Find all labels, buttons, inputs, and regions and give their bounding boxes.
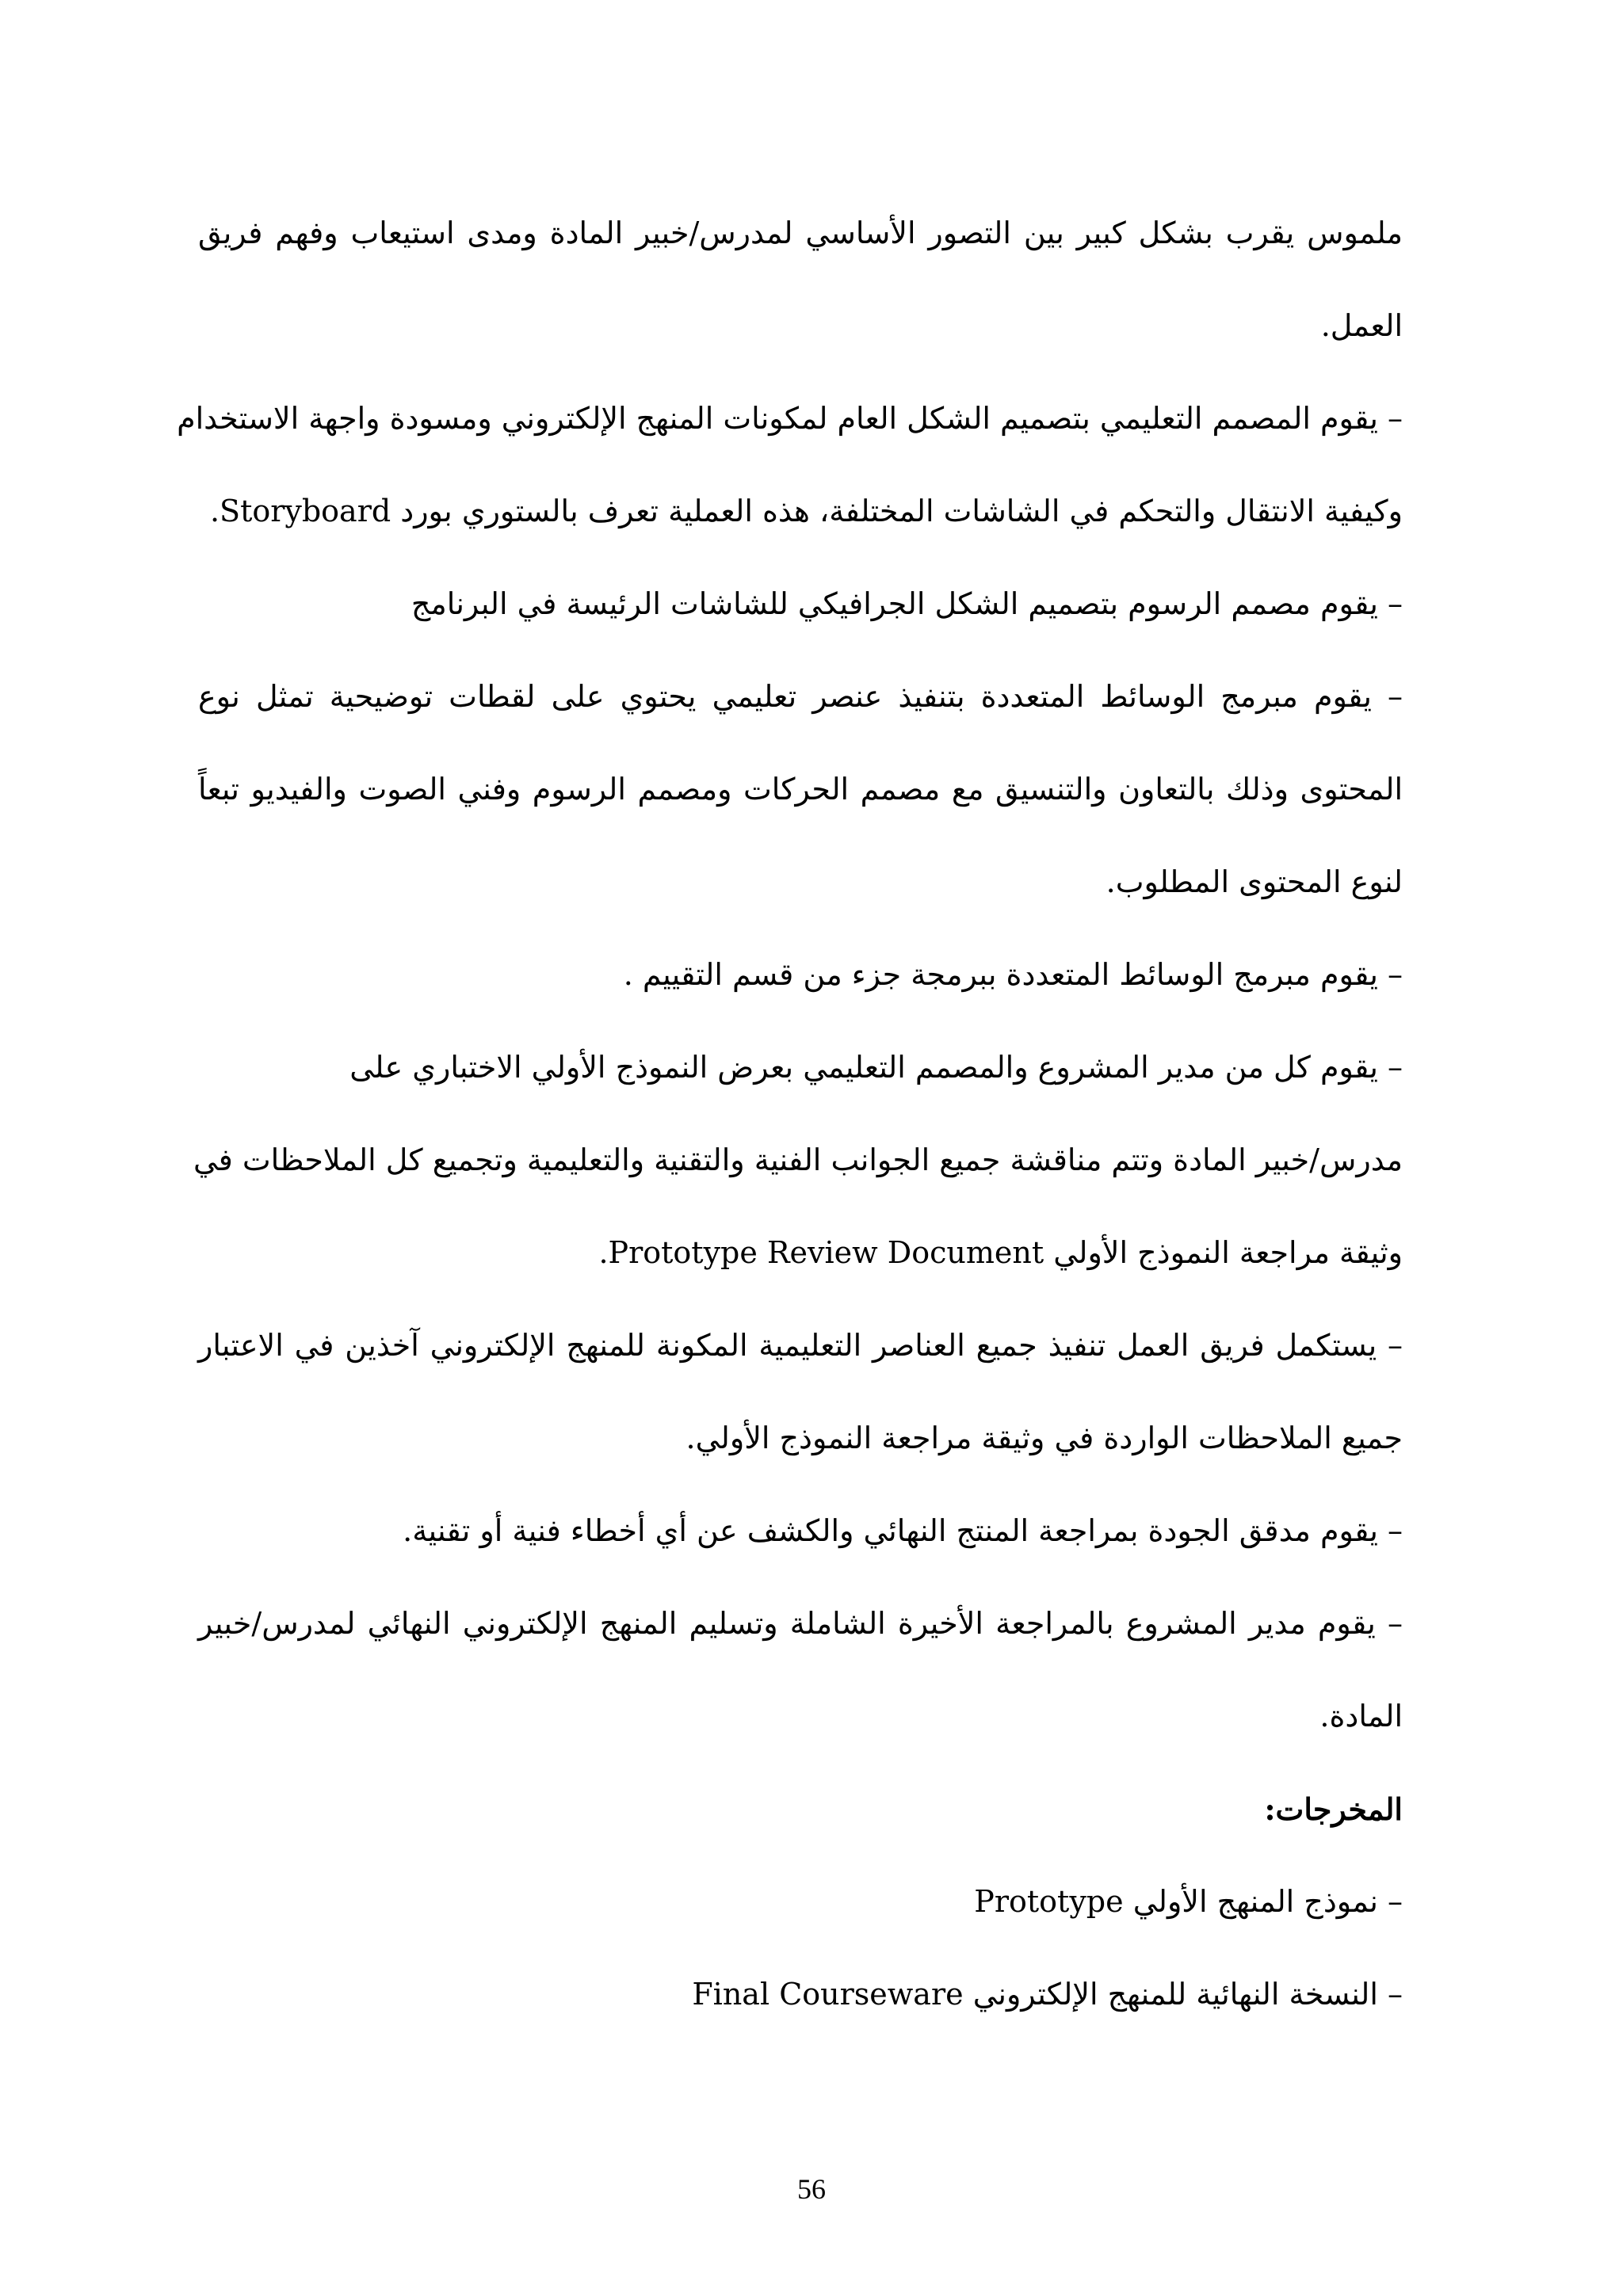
paragraph-line: وكيفية الانتقال والتحكم في الشاشات المختلفة، هذه العملية تعرف بالستوري بورد Storyboard. bbox=[209, 494, 1403, 528]
document-body bbox=[177, 187, 1403, 2041]
page-number: 56 bbox=[797, 2173, 826, 2205]
paragraph-line: وثيقة مراجعة النموذج الأولي Prototype Review Document. bbox=[598, 1235, 1403, 1270]
bullet-line: – يقوم مدقق الجودة بمراجعة المنتج النهائي والكشف عن أي أخطاء فنية أو تقنية. bbox=[403, 1513, 1403, 1548]
bullet-line: – نموذج المنهج الأولي Prototype bbox=[974, 1884, 1403, 1919]
bullet-line: – يقوم مبرمج الوسائط المتعددة ببرمجة جزء من قسم التقييم . bbox=[623, 957, 1403, 992]
bullet-line: – يقوم مبرمج الوسائط المتعددة بتنفيذ عنصر تعليمي يحتوي على لقطات توضيحية تمثل نوع bbox=[198, 679, 1403, 714]
paragraph-line: مدرس/خبير المادة وتتم مناقشة جميع الجوانب الفنية والتقنية والتعليمية وتجميع كل الملاحظات في bbox=[193, 1142, 1403, 1177]
bullet-line: – النسخة النهائية للمنهج الإلكتروني Final Courseware bbox=[692, 1977, 1403, 2012]
paragraph-line: المحتوى وذلك بالتعاون والتنسيق مع مصمم الحركات ومصمم الرسوم وفني الصوت والفيديو تبعاً bbox=[198, 772, 1403, 807]
bullet-line: – يقوم مصمم الرسوم بتصميم الشكل الجرافيكي للشاشات الرئيسة في البرنامج bbox=[411, 586, 1403, 621]
bullet-line: – يقوم المصمم التعليمي بتصميم الشكل العام لمكونات المنهج الإلكتروني ومسودة واجهة الاستخدام bbox=[177, 401, 1403, 436]
bullet-line: – يستكمل فريق العمل تنفيذ جميع العناصر التعليمية المكونة للمنهج الإلكتروني آخذين في الاعتبار bbox=[198, 1328, 1403, 1363]
bullet-line: – يقوم مدير المشروع بالمراجعة الأخيرة الشاملة وتسليم المنهج الإلكتروني النهائي لمدرس/خبير bbox=[198, 1606, 1403, 1641]
paragraph-line: لنوع المحتوى المطلوب. bbox=[1106, 864, 1403, 899]
paragraph-line: العمل. bbox=[1320, 308, 1403, 343]
bullet-line: – يقوم كل من مدير المشروع والمصمم التعليمي بعرض النموذج الأولي الاختباري على bbox=[349, 1050, 1403, 1085]
paragraph-line: ملموس يقرب بشكل كبير بين التصور الأساسي لمدرس/خبير المادة ومدى استيعاب وفهم فريق bbox=[198, 215, 1403, 250]
paragraph-line: المادة. bbox=[1319, 1699, 1403, 1733]
paragraph-line: جميع الملاحظات الواردة في وثيقة مراجعة النموذج الأولي. bbox=[685, 1421, 1403, 1455]
section-heading: المخرجات: bbox=[1264, 1791, 1403, 1827]
